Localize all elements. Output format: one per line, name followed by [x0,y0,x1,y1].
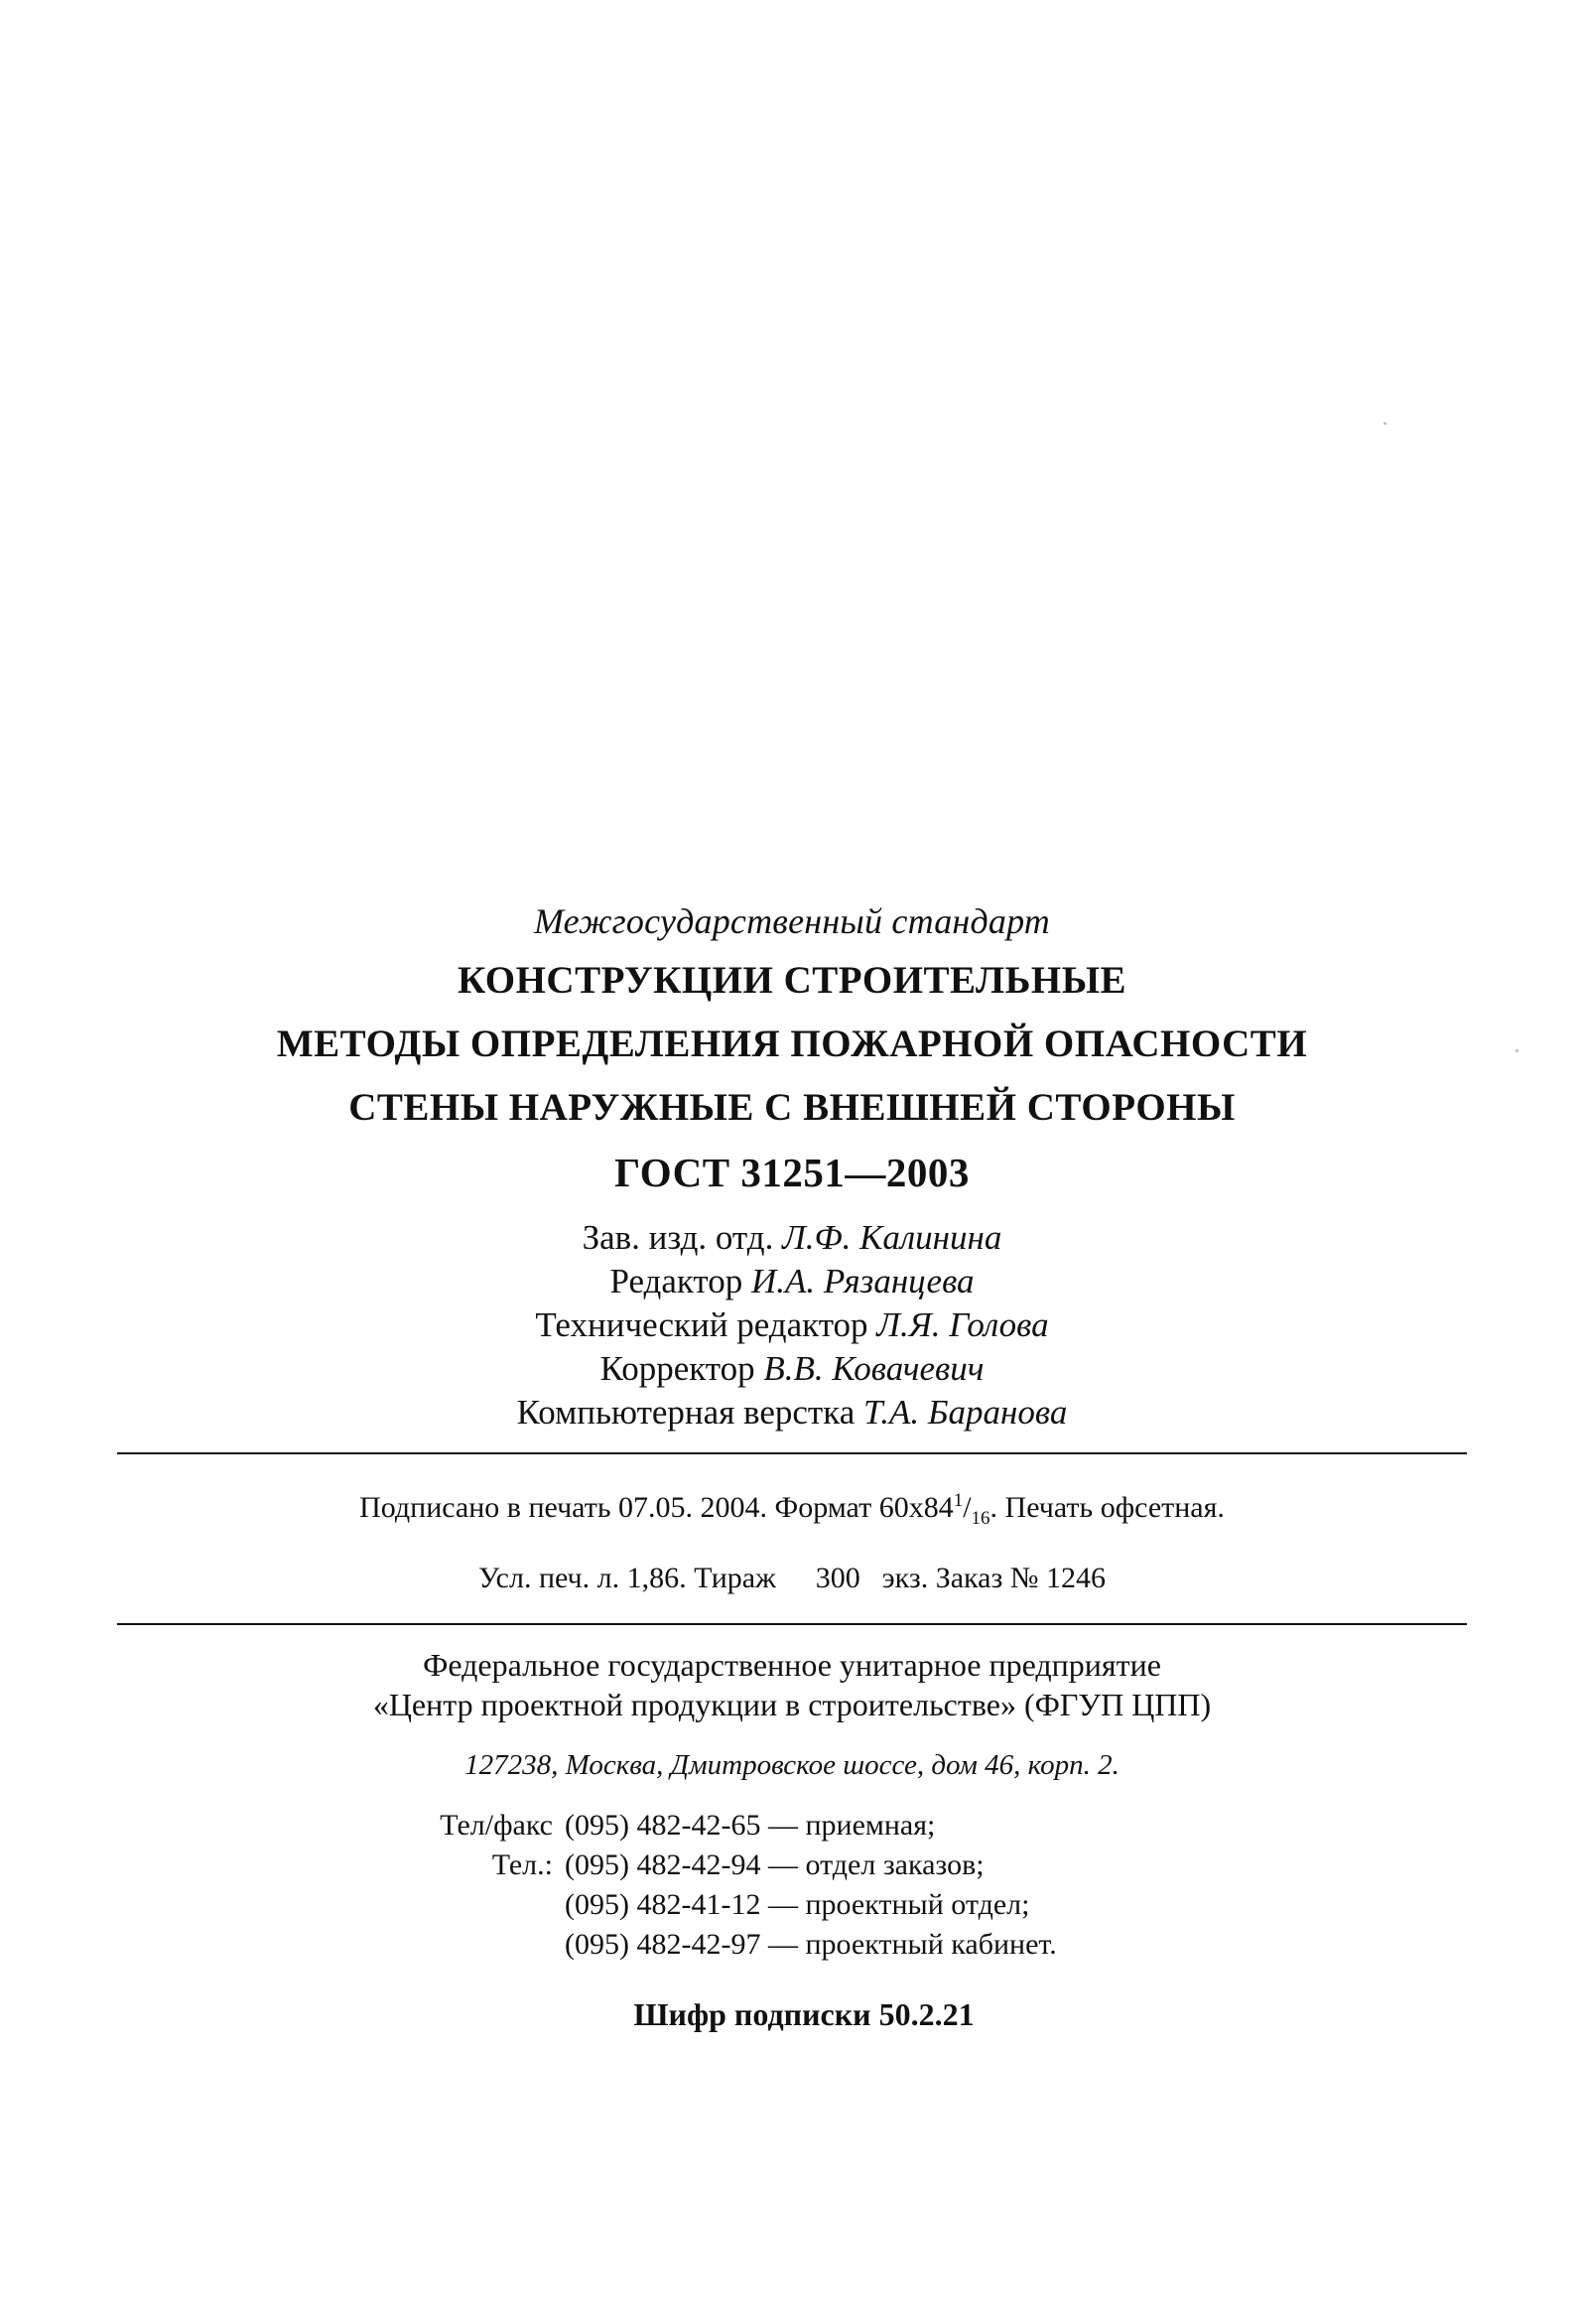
phone-label [396,1925,565,1965]
print-details-row-1 [117,1482,1467,1538]
staff-name: И.А. Рязанцева [750,1262,975,1300]
format-suffix: . Печать офсетная. [989,1491,1225,1524]
staff-name: Т.А. Баранова [863,1393,1068,1432]
format-slash: / [963,1491,972,1524]
printed-sheets: Усл. печ. л. 1,86. Тираж [478,1562,776,1594]
title-line-2: МЕТОДЫ ОПРЕДЕЛЕНИЯ ПОЖАРНОЙ ОПАСНОСТИ [276,1023,1308,1065]
scan-speck [1383,422,1386,425]
staff-line [117,1216,1467,1260]
colophon [117,898,1467,2034]
format-sup: 1 [953,1490,964,1511]
staff-line [117,1303,1467,1347]
phone-label: Тел/факс [440,1809,553,1842]
gost-number: ГОСТ 31251—2003 [614,1150,970,1195]
document-series: Межгосударственный стандарт [534,901,1050,941]
staff-name: Л.Ф. Калинина [782,1218,1002,1257]
phone-value: (095) 482-42-94 — отдел заказов; [565,1848,985,1881]
staff-line [117,1391,1467,1435]
phone-value: (095) 482-41-12 — проектный отдел; [565,1888,1030,1921]
publisher [117,1645,1467,1724]
print-details [117,1482,1467,1597]
format-label: Формат 60x84 [774,1491,954,1524]
publisher-line-2: «Центр проектной продукции в строительстве» (ФГУП ЦПП) [372,1687,1212,1722]
title-line-3: СТЕНЫ НАРУЖНЫЕ С ВНЕШНЕЙ СТОРОНЫ [348,1086,1236,1129]
signed-prefix: Подписано в печать [359,1491,611,1524]
staff-credits [117,1216,1467,1435]
signed-date: 07.05. 2004. [618,1491,768,1524]
phone-label [396,1885,565,1925]
phone-value: (095) 482-42-65 — приемная; [565,1809,936,1842]
publisher-line-1: Федеральное государственное унитарное предприятие [423,1647,1161,1683]
staff-role: Компьютерная верстка [516,1393,856,1432]
staff-line [117,1347,1467,1391]
subscription-code: Шифр подписки 50.2.21 [633,1996,975,2032]
staff-name: Л.Я. Голова [876,1305,1049,1344]
staff-name: В.В. Ковачевич [763,1349,985,1388]
staff-role: Корректор [599,1349,755,1388]
divider-bottom [117,1623,1467,1625]
staff-role: Редактор [609,1262,743,1300]
order-number: экз. Заказ № 1246 [881,1562,1106,1594]
print-run: 300 [815,1562,860,1594]
phone-value: (095) 482-42-97 — проектный кабинет. [565,1928,1057,1961]
divider-top [117,1452,1467,1454]
staff-role: Технический редактор [535,1305,868,1344]
print-details-row-2 [117,1560,1467,1597]
staff-line [117,1260,1467,1303]
publisher-address: 127238, Москва, Дмитровское шоссе, дом 46, корп. 2. [464,1749,1120,1781]
staff-role: Зав. изд. отд. [582,1218,774,1257]
format-sub: 16 [971,1508,990,1529]
scan-speck [1515,1049,1518,1052]
title-line-1: КОНСТРУКЦИИ СТРОИТЕЛЬНЫЕ [457,959,1127,1002]
phone-label: Тел.: [491,1848,553,1881]
phone-list [396,1806,1467,1965]
